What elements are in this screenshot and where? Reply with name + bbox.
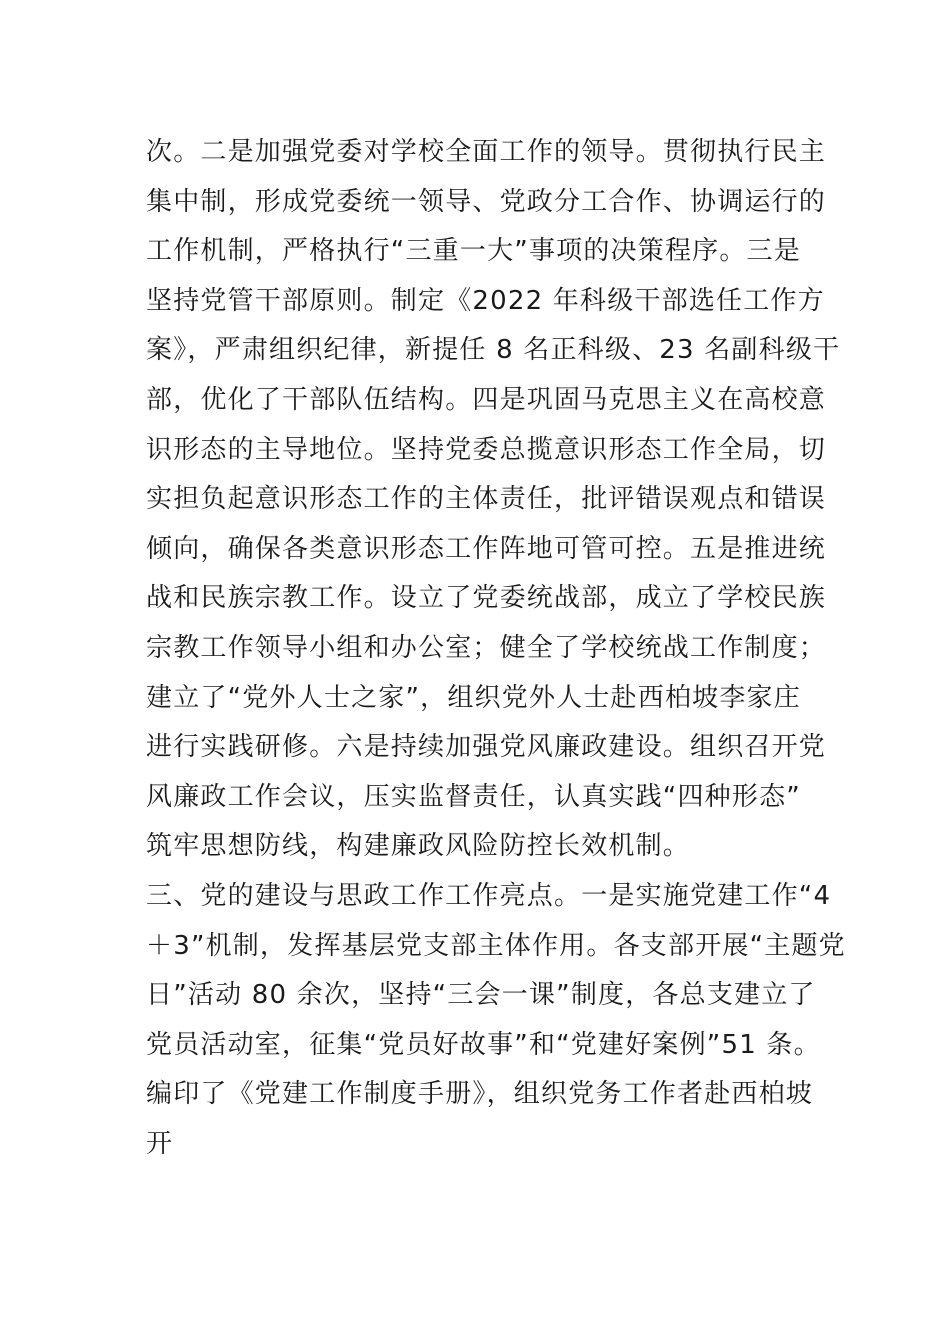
text-line: 实担负起意识形态工作的主体责任，批评错误观点和错误 bbox=[146, 484, 827, 515]
text-line: 进行实践研修。六是持续加强党风廉政建设。组织召开党 bbox=[146, 732, 827, 763]
body-text bbox=[146, 128, 846, 1169]
text-line: 识形态的主导地位。坚持党委总揽意识形态工作全局，切 bbox=[146, 434, 827, 465]
text-line: 次。二是加强党委对学校全面工作的领导。贯彻执行民主 bbox=[146, 137, 827, 167]
text-line: 建立了“党外人士之家”，组织党外人士赴西柏坡李家庄 bbox=[146, 682, 801, 713]
text-line: 案》，严肃组织纪律，新提任 8 名正科级、23 名副科级干 bbox=[146, 335, 841, 366]
section-heading-line: 三、党的建设与思政工作工作亮点。一是实施党建工作“4 bbox=[146, 880, 832, 911]
text-line: 开 bbox=[146, 1128, 174, 1159]
text-line: 日”活动 80 余次，坚持“三会一课”制度，各总支建立了 bbox=[146, 980, 816, 1011]
text-line: 倾向，确保各类意识形态工作阵地可管可控。五是推进统 bbox=[146, 533, 827, 564]
text-line: 坚持党管干部原则。制定《2022 年科级干部选任工作方 bbox=[146, 285, 825, 316]
text-line: 筑牢思想防线，构建廉政风险防控长效机制。 bbox=[146, 831, 691, 862]
text-line: 风廉政工作会议，压实监督责任，认真实践“四种形态” bbox=[146, 781, 801, 812]
text-line: 战和民族宗教工作。设立了党委统战部，成立了学校民族 bbox=[146, 583, 827, 614]
text-line: 宗教工作领导小组和办公室；健全了学校统战工作制度； bbox=[146, 632, 827, 663]
text-line: 编印了《党建工作制度手册》，组织党务工作者赴西柏坡 bbox=[146, 1079, 814, 1110]
text-line: 集中制，形成党委统一领导、党政分工合作、协调运行的 bbox=[146, 186, 827, 217]
text-line: ＋3”机制，发挥基层党支部主体作用。各支部开展“主题党 bbox=[146, 930, 846, 961]
text-line: 工作机制，严格执行“三重一大”事项的决策程序。三是 bbox=[146, 236, 801, 267]
text-line: 党员活动室，征集“党员好故事”和“党建好案例”51 条。 bbox=[146, 1029, 821, 1060]
text-line: 部，优化了干部队伍结构。四是巩固马克思主义在高校意 bbox=[146, 384, 827, 415]
